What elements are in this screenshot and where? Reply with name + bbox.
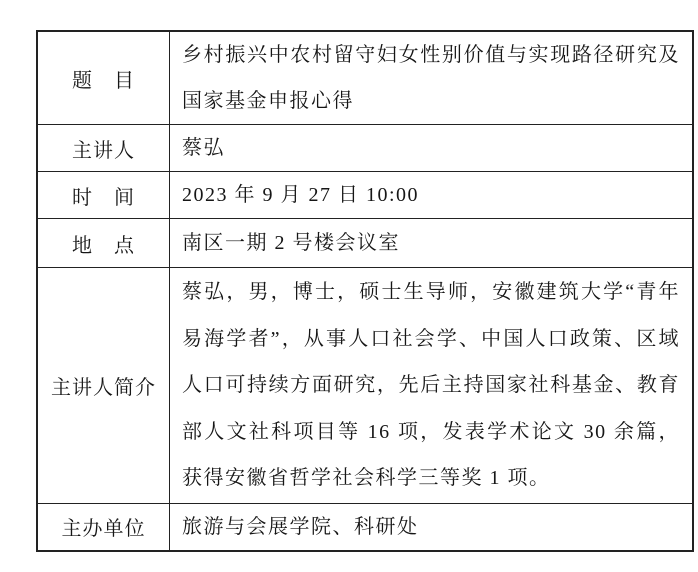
table-row-speaker — [37, 125, 693, 172]
table-row-time — [37, 172, 693, 219]
row-label-place: 地 点 — [37, 219, 170, 268]
seminar-table — [36, 30, 694, 552]
row-label-host: 主办单位 — [37, 503, 170, 551]
row-label-title: 题 目 — [37, 31, 170, 125]
row-value-bio: 蔡弘，男，博士，硕士生导师，安徽建筑大学“青年易海学者”，从事人口社会学、中国人口政策、区域人口可持续方面研究，先后主持国家社科基金、教育部人文社科项目等 16 项，发表学术论文 30 余篇，获得安徽省哲学社会科学三等奖 1 项。 — [170, 268, 694, 504]
table-row-title — [37, 31, 693, 125]
row-value-time: 2023 年 9 月 27 日 10:00 — [170, 172, 694, 219]
row-value-place: 南区一期 2 号楼会议室 — [170, 219, 694, 268]
row-label-time: 时 间 — [37, 172, 170, 219]
table-row-host — [37, 503, 693, 551]
row-value-title: 乡村振兴中农村留守妇女性别价值与实现路径研究及国家基金申报心得 — [170, 31, 694, 125]
row-label-speaker: 主讲人 — [37, 125, 170, 172]
row-label-bio: 主讲人简介 — [37, 268, 170, 504]
row-value-speaker: 蔡弘 — [170, 125, 694, 172]
row-value-host: 旅游与会展学院、科研处 — [170, 503, 694, 551]
table-row-bio — [37, 268, 693, 504]
table-row-place — [37, 219, 693, 268]
